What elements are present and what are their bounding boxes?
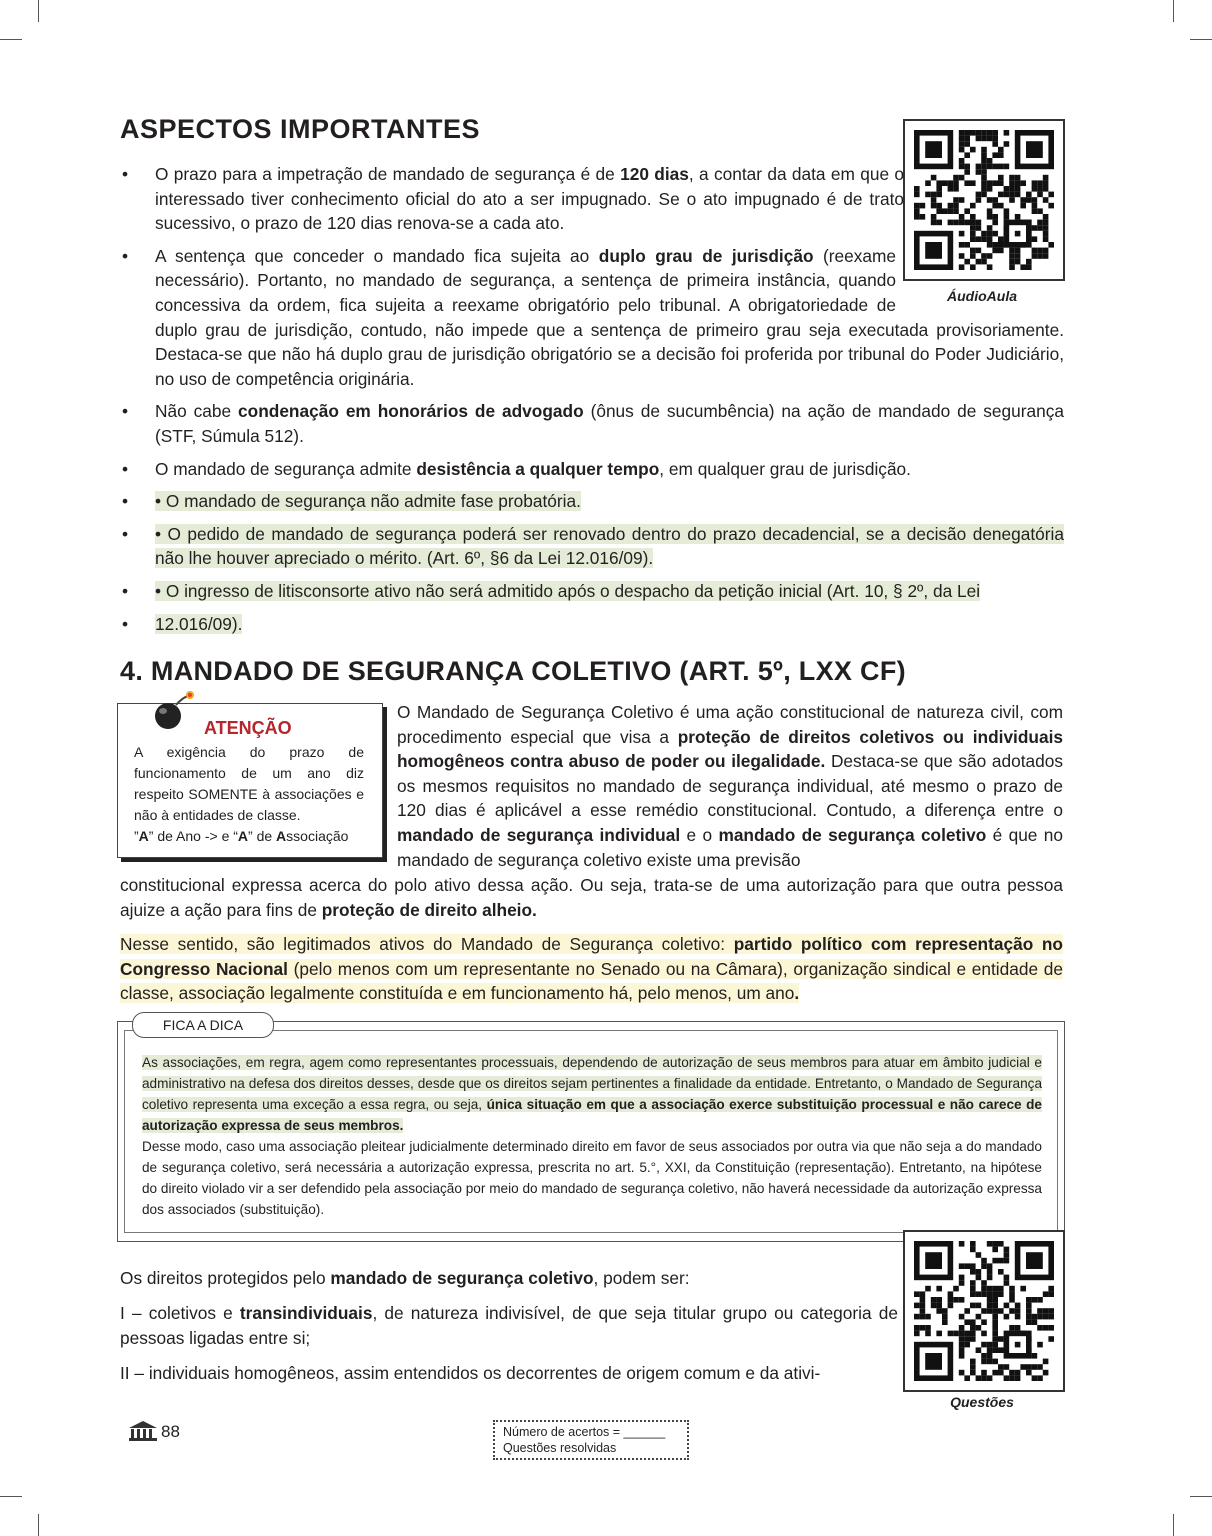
bold-text: 120 dias — [620, 164, 689, 184]
crop-mark — [38, 1514, 39, 1536]
text-run: , em qualquer grau de jurisdição. — [659, 458, 911, 479]
bullet-icon: • — [122, 164, 129, 184]
list-item — [120, 579, 1064, 604]
tip-box-text — [142, 1052, 1042, 1220]
text-run: constitucional expressa acerca do polo ativo dessa ação. Ou seja, trata-se de uma autorização para que outra pessoa ajuize a ação para fins de — [120, 875, 1063, 920]
text-run: é que no mandado de segurança coletivo existe uma previsão — [397, 824, 1063, 870]
legitimados-paragraph — [120, 932, 1063, 1006]
bold-text: partido político com representação no Congresso Nacional — [120, 934, 1063, 979]
highlight — [155, 614, 242, 634]
text-run: • O pedido de mandado de segurança poderá ser renovado dentro do prazo decadencial, se a decisão denegatória não lhe houver apreciado o mérito. (Art. 6º, §6 da Lei 12.016/09). — [155, 523, 1064, 569]
bold-text: . — [794, 983, 800, 1004]
counter-resolved: Questões resolvidas — [503, 1441, 617, 1455]
tip-paragraph-1 — [142, 1055, 1042, 1133]
text-run: • O mandado de segurança não admite fase probatória. — [155, 491, 581, 512]
bold-text: desistência a qualquer tempo — [416, 458, 660, 479]
bullet-icon: • — [122, 491, 129, 512]
counter-correct: Número de acertos = ______ — [503, 1425, 666, 1439]
bullet-icon: • — [122, 245, 129, 266]
crop-mark — [38, 0, 39, 22]
text-run: II – individuais homogêneos, assim entendidos os decorrentes de origem comum e da ativi- — [120, 1363, 821, 1383]
important-aspects-list — [120, 162, 1064, 644]
text-run: e o — [680, 824, 719, 845]
text-run: , a contar da data em que o interessado tiver conhecimento oficial do ato a ser impugnado. Se o ato impugnado é de trato sucessivo, o prazo de 120 dias renova-se a cada ato. — [155, 164, 905, 234]
qr-code-icon — [905, 1232, 1063, 1390]
text-run: ssociação — [286, 828, 349, 844]
list-item-text — [155, 522, 1064, 571]
rights-item-1 — [120, 1301, 898, 1350]
text-run: I – coletivos e — [120, 1303, 240, 1323]
text-run: Nesse sentido, são legitimados ativos do Mandado de Segurança coletivo: — [120, 934, 734, 954]
bold-text: A — [237, 828, 249, 844]
text-run: Destaca-se que são adotados os mesmos requisitos no mandado de segurança individual, até mesmo o prazo de 120 dias é aplicável a esse remédio constitucional. Contudo, a diferença entre o — [397, 751, 1063, 821]
crop-mark — [0, 1496, 22, 1497]
bold-text: única situação em que a associação exerce substituição processual e não carece de autorização expressa de seus membros. — [142, 1097, 1042, 1133]
bold-text: duplo grau de jurisdição — [598, 245, 814, 266]
text-run: (ônus de sucumbência) na ação de mandado de segurança (STF, Súmula 512). — [155, 401, 1064, 446]
list-item-text — [155, 612, 1064, 637]
attention-body — [134, 742, 364, 847]
text-run: As associações, em regra, agem como representantes processuais, dependendo de autorização de seus membros para atuar em âmbito judicial e administrativo na defesa dos direitos desses, desde que os direitos sejam pertinentes a finalidade da entidade. Entretanto, o Mandado de Segurança coletivo representa uma exceção a essa regra, ou seja, — [142, 1055, 1042, 1112]
text-run: A sentença que conceder o mandado fica sujeita ao — [155, 245, 599, 266]
section-title: ASPECTOS IMPORTANTES — [120, 114, 481, 144]
text-run: O prazo para a impetração de mandado de segurança é de — [155, 164, 621, 184]
bold-text: proteção de direitos coletivos ou individuais homogêneos contra abuso de poder ou ilegalidade. — [397, 726, 1063, 772]
tip-paragraph-2: Desse modo, caso uma associação pleitear judicialmente determinado direito em favor de seus associados por outra via que não seja a do mandado de segurança coletivo, será necessária a autorização expressa, prescrita no art. 5.°, XXI, da Constituição (representação). Entretanto, na hipótese do direito violado vir a ser defendido pela associação por meio do mandado de segurança coletivo, não haverá necessidade da autorização expressa dos associados (substituição). — [142, 1139, 1042, 1217]
bullet-icon: • — [122, 613, 129, 634]
text-run: ” — [134, 828, 139, 844]
list-item — [120, 612, 1064, 637]
list-item-text — [155, 579, 1064, 604]
crop-mark — [1173, 1514, 1174, 1536]
text-run: ” de Ano -> e “ — [148, 828, 238, 844]
qr-wrap-spacer — [896, 244, 1064, 314]
text-run: Os direitos protegidos pelo — [120, 1268, 331, 1288]
text-run: (pelo menos com um representante no Senado ou na Câmara), organização sindical e entidade de classe, associação legalmente constituída e em funcionamento há, pelo menos, um ano — [120, 958, 1063, 1004]
legitimados-highlight — [120, 934, 1063, 1003]
text-run: , podem ser: — [593, 1268, 690, 1288]
highlight — [155, 524, 1064, 569]
attention-title: ATENÇÃO — [204, 718, 292, 738]
crop-mark — [0, 39, 22, 40]
attention-text: A exigência do prazo de funcionamento de um ano diz respeito SOMENTE à associações e não à entidades de classe. — [134, 744, 364, 823]
bold-text: condenação em honorários de advogado — [238, 401, 584, 422]
section-heading: 4. MANDADO DE SEGURANÇA COLETIVO (ART. 5º, LXX CF) — [120, 656, 906, 686]
coletivo-intro-continued — [120, 873, 1063, 922]
tip-box-tab: FICA A DICA — [132, 1012, 274, 1038]
list-item-text — [155, 244, 1064, 392]
bomb-icon — [152, 690, 196, 730]
highlight — [155, 491, 581, 511]
text-run: Não cabe — [155, 401, 239, 422]
list-item — [120, 162, 1064, 236]
text-run: O Mandado de Segurança Coletivo é uma ação constitucional de natureza civil, com procedimento especial que visa a — [397, 702, 1063, 747]
bullet-icon: • — [122, 458, 129, 479]
text-run: 12.016/09). — [155, 613, 243, 634]
score-counter — [493, 1420, 689, 1460]
crop-mark — [1173, 0, 1174, 22]
rights-intro — [120, 1266, 900, 1291]
attention-box — [117, 703, 383, 858]
qr-caption-questions: Questões — [950, 1394, 1014, 1410]
rights-item-2 — [120, 1361, 898, 1386]
crop-mark — [1190, 1496, 1212, 1497]
qr-code-questions[interactable] — [903, 1230, 1065, 1392]
bold-text: mandado de segurança individual — [397, 824, 681, 845]
qr-caption-audio: ÁudioAula — [947, 288, 1017, 304]
bold-text: transindividuais — [239, 1303, 373, 1323]
highlight — [155, 581, 980, 601]
bold-text: A — [276, 828, 287, 844]
text-run: O mandado de segurança admite — [155, 458, 417, 479]
bold-text: mandado de segurança coletivo — [718, 824, 987, 845]
crop-mark — [1190, 39, 1212, 40]
bullet-icon: • — [122, 401, 129, 422]
attention-hint — [134, 828, 348, 844]
bold-text: A — [138, 828, 149, 844]
text-run: (reexame necessário). Portanto, no mandado de segurança, a sentença de primeira instância, quando concessiva da ordem, fica sujeita a reexame obrigatório pelo tribunal. A obrigatoriedade de duplo grau de jurisdição, contudo, não impede que a sentença de primeiro grau seja executada provisoriamente. Destaca-se que não há duplo grau de jurisdição obrigatório se a decisão foi proferida por tribunal do Poder Judiciário, no uso de competência originária. — [155, 245, 1064, 389]
list-item — [120, 489, 1064, 514]
list-item-text — [155, 457, 1064, 482]
text-run: , de natureza indivisível, de que seja titular grupo ou categoria de pessoas ligadas entre si; — [120, 1303, 898, 1348]
coletivo-intro — [397, 700, 1063, 872]
list-item — [120, 399, 1064, 448]
page-number: 88 — [161, 1422, 180, 1441]
list-item-text — [155, 162, 904, 236]
bold-text: mandado de segurança coletivo — [330, 1268, 594, 1288]
bullet-icon: • — [122, 580, 129, 601]
list-item-text — [155, 489, 1064, 514]
list-item — [120, 244, 1064, 392]
text-run: ” de — [248, 828, 277, 844]
bullet-icon: • — [122, 523, 129, 544]
text-run: • O ingresso de litisconsorte ativo não será admitido após o despacho da petição inicial (Art. 10, § 2º, da Lei — [155, 580, 981, 601]
list-item-text — [155, 399, 1064, 448]
columns-logo-icon — [128, 1420, 158, 1442]
list-item — [120, 522, 1064, 571]
list-item — [120, 457, 1064, 482]
bold-text: proteção de direito alheio. — [321, 899, 537, 920]
